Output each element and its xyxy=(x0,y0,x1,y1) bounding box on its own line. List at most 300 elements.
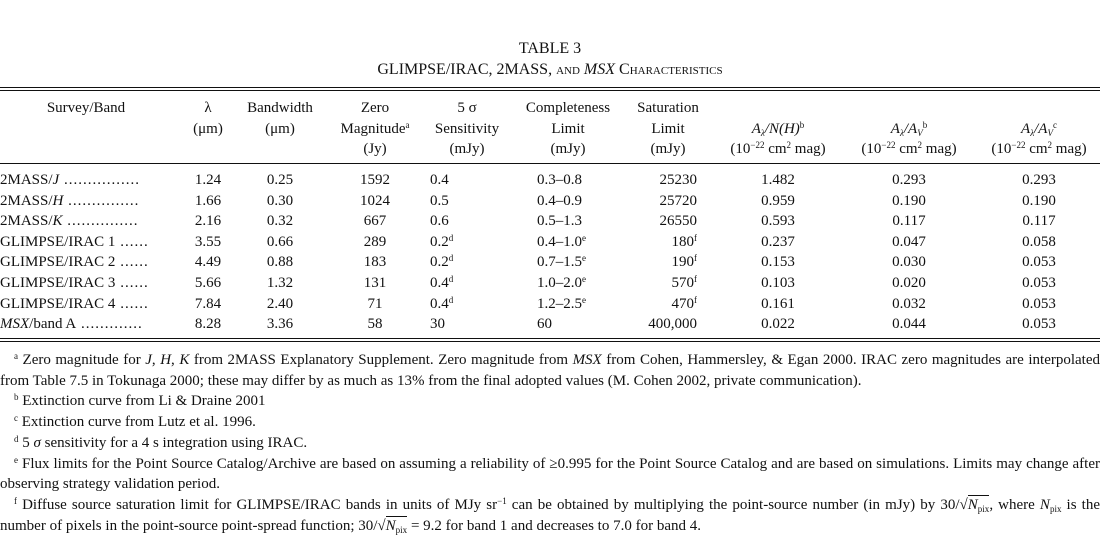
cell-value: 0.5–1.3 xyxy=(537,213,582,230)
table-title xyxy=(0,61,1100,79)
header-text: A xyxy=(751,120,761,137)
leader-dots: ...... xyxy=(115,295,149,312)
cell-value: 0.032 xyxy=(892,295,926,312)
cell-sensitivity xyxy=(430,314,445,334)
footnote-mark: d xyxy=(14,433,19,444)
cell-value: 0.044 xyxy=(892,316,926,333)
cell-survey-band xyxy=(0,211,139,231)
leader-dots: ................ xyxy=(59,172,140,188)
cell-survey-band xyxy=(0,294,149,314)
note-text: , where xyxy=(989,496,1040,513)
cell-zero-magnitude xyxy=(368,314,383,334)
cell-ext-av-b xyxy=(892,170,926,190)
note-text: −1 xyxy=(497,495,507,506)
band-text: GLIMPSE/IRAC 3 xyxy=(0,275,116,291)
footnote-mark: a xyxy=(14,351,18,361)
note-text: , xyxy=(171,352,180,368)
header-line xyxy=(730,139,825,160)
header-line: Survey/Band xyxy=(46,100,126,116)
cell-value: 1.66 xyxy=(194,192,222,209)
cell-value: 0.293 xyxy=(1022,172,1056,188)
note-d xyxy=(0,433,1100,454)
header-text: /A xyxy=(1034,120,1048,137)
header-text: λ xyxy=(760,127,765,138)
cell-value: 0.020 xyxy=(892,275,926,291)
footnote-mark: b xyxy=(799,119,805,130)
cell-ext-av-b xyxy=(892,273,926,293)
note-text: N xyxy=(385,517,396,534)
top-rule xyxy=(0,87,1100,88)
cell-value: 289 xyxy=(363,233,387,250)
cell-value: 1.2–2.5 xyxy=(537,295,582,312)
cell-ext-nh xyxy=(761,170,795,190)
cell-value: 25230 xyxy=(659,172,697,188)
title-part-characteristics: Characteristics xyxy=(619,61,723,78)
cell-completeness xyxy=(537,314,552,334)
cell-saturation xyxy=(660,211,698,231)
note-text: can be obtained by multiplying the point-source number (in mJy) by 30/√ xyxy=(506,496,968,513)
band-italic: MSX xyxy=(0,316,30,333)
cell-value: 0.6 xyxy=(430,213,449,230)
cell-bandwidth xyxy=(267,211,293,231)
header-text: −22 xyxy=(750,140,765,150)
cell-value: 180 xyxy=(671,233,694,250)
leader-dots: ...... xyxy=(115,275,149,291)
cell-ext-av-b xyxy=(892,294,926,314)
cell-value: 0.2 xyxy=(430,254,449,271)
header-line xyxy=(730,119,825,140)
cell-value: 25720 xyxy=(659,192,697,209)
cell-value: 60 xyxy=(537,316,552,333)
cell-value: 0.190 xyxy=(1022,192,1056,209)
header-line: Limit xyxy=(651,120,685,137)
title-part: GLIMPSE/IRAC, 2MASS, xyxy=(377,61,557,78)
band-text: 2MASS/ xyxy=(0,213,53,230)
cell-value: 0.237 xyxy=(761,233,795,250)
cell-value: 570 xyxy=(671,275,694,291)
cell-completeness xyxy=(537,191,582,211)
note-text: Extinction curve from Lutz et al. 1996. xyxy=(18,414,256,431)
cell-lambda xyxy=(195,232,221,252)
header-line xyxy=(730,98,825,119)
cell-ext-av-b xyxy=(892,314,926,334)
note-text: Flux limits for the Point Source Catalog/Archive are based on assuming a reliability of ≥0.995 for the Point Source Catalog and are based on simulations. Limits may change after observing strategy validation period. xyxy=(0,455,1100,493)
cell-value: 1.24 xyxy=(194,172,222,188)
cell-value: 0.022 xyxy=(761,316,795,333)
cell-value: 1592 xyxy=(360,172,390,188)
cell-ext-nh xyxy=(761,191,795,211)
bottom-rule-double xyxy=(0,341,1100,342)
cell-zero-magnitude xyxy=(368,294,383,314)
sqrt-overline xyxy=(968,495,990,513)
cell-value: 1.32 xyxy=(266,275,294,291)
header-text: λ xyxy=(899,127,904,138)
header-text: 2 xyxy=(917,140,923,150)
note-text: from 2MASS Explanatory Supplement. Zero magnitude from xyxy=(189,352,573,368)
header-line xyxy=(861,139,956,160)
note-text: pix xyxy=(1049,503,1062,514)
cell-value: 0.293 xyxy=(892,172,926,188)
footnote-mark: f xyxy=(14,495,17,506)
note-a xyxy=(0,350,1100,391)
cell-value: 0.30 xyxy=(266,192,294,209)
note-text: is the number of pixels in the point-source point-spread function; 30/√ xyxy=(0,496,1100,534)
header-line xyxy=(341,119,410,140)
cell-value: 0.053 xyxy=(1022,295,1056,312)
header-text: cm xyxy=(764,141,787,157)
cell-zero-magnitude xyxy=(360,170,390,190)
cell-sensitivity xyxy=(430,211,449,231)
cell-completeness xyxy=(537,170,582,190)
header-text: mag) xyxy=(922,141,957,157)
cell-ext-nh xyxy=(761,252,795,272)
footnote-mark: d xyxy=(448,253,454,264)
header-line xyxy=(991,119,1086,140)
cell-survey-band xyxy=(0,191,139,211)
cell-bandwidth xyxy=(267,252,293,272)
cell-value: 0.058 xyxy=(1022,233,1056,250)
note-text: H xyxy=(160,352,172,368)
cell-value: 0.7–1.5 xyxy=(537,254,582,271)
header-line: (mJy) xyxy=(449,141,485,157)
cell-ext-av-c xyxy=(1022,191,1056,211)
cell-value: 400,000 xyxy=(648,316,697,333)
header-lambda xyxy=(193,98,223,139)
cell-sensitivity xyxy=(430,252,453,272)
footnote-mark: c xyxy=(1052,119,1057,130)
table-notes xyxy=(0,350,1100,536)
note-text: N xyxy=(1039,496,1050,513)
note-text: sensitivity for a 4 s integration using IRAC. xyxy=(40,434,308,451)
footnote-mark: b xyxy=(922,119,928,130)
cell-bandwidth xyxy=(267,273,293,293)
cell-saturation xyxy=(672,252,698,272)
header-text: 2 xyxy=(1047,140,1053,150)
footnote-mark: e xyxy=(582,274,586,284)
cell-value: 0.66 xyxy=(266,233,294,250)
header-line: Bandwidth xyxy=(247,100,313,116)
note-text: Zero magnitude for xyxy=(18,352,146,368)
header-line xyxy=(991,139,1086,160)
cell-value: 0.030 xyxy=(892,254,926,271)
cell-lambda xyxy=(195,191,221,211)
cell-value: 667 xyxy=(363,213,387,230)
footnote-mark: d xyxy=(448,274,454,284)
footnote-mark: e xyxy=(14,454,18,465)
header-line: Limit xyxy=(551,120,585,137)
note-b xyxy=(0,391,1100,412)
header-line xyxy=(435,98,499,119)
header-line xyxy=(991,98,1086,119)
header-extinction-av-c xyxy=(991,98,1086,160)
cell-bandwidth xyxy=(267,294,293,314)
cell-ext-av-b xyxy=(892,211,925,231)
cell-value: 470 xyxy=(671,295,694,312)
cell-value: 0.161 xyxy=(761,295,795,312)
cell-saturation xyxy=(672,273,698,293)
cell-value: 0.153 xyxy=(761,254,795,271)
bottom-rule xyxy=(0,338,1100,339)
header-text: −22 xyxy=(881,140,896,150)
header-line: Sensitivity xyxy=(434,120,500,137)
header-text: cm xyxy=(895,141,918,157)
cell-saturation xyxy=(660,191,698,211)
band-text: /band A xyxy=(29,316,77,333)
header-extinction-nh xyxy=(730,98,825,160)
cell-value: 0.053 xyxy=(1022,316,1056,333)
header-line: (mJy) xyxy=(650,141,686,157)
cell-value: 0.959 xyxy=(761,192,795,209)
cell-bandwidth xyxy=(267,232,293,252)
footnote-mark: e xyxy=(582,294,586,305)
note-text: N xyxy=(967,496,978,513)
footnote-mark: f xyxy=(694,274,697,284)
header-text: (10 xyxy=(730,141,751,157)
cell-lambda xyxy=(195,273,221,293)
cell-ext-av-c xyxy=(1022,294,1056,314)
cell-value: 131 xyxy=(363,275,387,291)
cell-value: 0.593 xyxy=(761,213,795,230)
cell-value: 0.053 xyxy=(1022,254,1056,271)
cell-value: 0.190 xyxy=(892,192,926,209)
cell-lambda xyxy=(195,211,221,231)
cell-value: 0.047 xyxy=(892,233,926,250)
header-text: cm xyxy=(1025,141,1048,157)
cell-sensitivity xyxy=(430,232,453,252)
cell-completeness xyxy=(537,232,586,252)
cell-saturation xyxy=(672,294,698,314)
cell-value: 0.88 xyxy=(266,254,294,271)
header-text: mag) xyxy=(1052,141,1087,157)
band-text: 2MASS/ xyxy=(0,172,53,188)
cell-ext-av-c xyxy=(1022,211,1055,231)
footnote-mark: a xyxy=(405,119,410,130)
note-text: = 9.2 for band 1 and decreases to 7.0 for band 4. xyxy=(407,517,701,534)
header-text: (10 xyxy=(991,141,1012,157)
header-text: 2 xyxy=(786,140,792,150)
header-extinction-av-b xyxy=(861,98,956,160)
header-line xyxy=(861,98,956,119)
cell-value: 0.5 xyxy=(430,192,449,209)
footnote-mark: d xyxy=(448,232,454,243)
cell-value: 2.40 xyxy=(266,295,294,312)
note-text: MSX xyxy=(572,352,602,368)
cell-value: 0.117 xyxy=(892,213,926,230)
cell-ext-av-c xyxy=(1022,252,1056,272)
header-line: (μm) xyxy=(193,120,223,137)
cell-value: 0.053 xyxy=(1022,275,1056,291)
cell-survey-band xyxy=(0,170,140,190)
cell-value: 0.103 xyxy=(761,275,795,291)
cell-ext-av-b xyxy=(892,252,926,272)
cell-ext-nh xyxy=(761,232,795,252)
note-text: σ xyxy=(33,434,41,451)
cell-value: 0.4 xyxy=(430,295,449,312)
footnote-mark: f xyxy=(694,294,697,305)
cell-completeness xyxy=(537,294,586,314)
cell-value: 3.36 xyxy=(266,316,294,333)
header-line xyxy=(861,119,956,140)
cell-value: 0.32 xyxy=(266,213,294,230)
cell-value: 0.4 xyxy=(430,172,449,188)
header-line: λ xyxy=(204,100,212,116)
note-text: from Cohen, Hammersley, & Egan 2000. IRAC zero magnitudes are interpolated from Table 7.5 in Tokunaga 2000; these may differ by as much as 13% from the final adopted values (M. Cohen 2002, private communication). xyxy=(0,352,1100,389)
cell-value: 3.55 xyxy=(194,233,222,250)
cell-value: 26550 xyxy=(659,213,697,230)
cell-sensitivity xyxy=(430,273,453,293)
band-text: GLIMPSE/IRAC 1 xyxy=(0,233,116,250)
footnote-mark: e xyxy=(582,232,586,243)
cell-zero-magnitude xyxy=(364,232,387,252)
header-text: 5 σ xyxy=(457,100,477,116)
cell-completeness xyxy=(537,252,586,272)
header-text: (10 xyxy=(861,141,882,157)
header-text: Magnitude xyxy=(340,120,406,137)
cell-value: 8.28 xyxy=(194,316,222,333)
note-f xyxy=(0,495,1100,536)
cell-ext-nh xyxy=(761,314,795,334)
cell-completeness xyxy=(537,273,586,293)
cell-saturation xyxy=(672,232,698,252)
header-text: −22 xyxy=(1011,140,1026,150)
cell-value: 0.4–0.9 xyxy=(537,192,582,209)
header-saturation xyxy=(637,98,699,160)
note-c xyxy=(0,412,1100,433)
cell-ext-av-c xyxy=(1022,170,1056,190)
note-text: K xyxy=(179,352,190,368)
top-rule-double xyxy=(0,90,1100,91)
cell-value: 4.49 xyxy=(194,254,222,271)
cell-ext-av-c xyxy=(1022,232,1056,252)
cell-value: 183 xyxy=(363,254,387,271)
cell-lambda xyxy=(195,252,221,272)
footnote-mark: f xyxy=(694,253,697,264)
header-text: V xyxy=(1047,127,1053,138)
header-text: λ xyxy=(1030,127,1035,138)
note-e xyxy=(0,454,1100,495)
cell-value: 1.482 xyxy=(761,172,795,188)
note-text: Extinction curve from Li & Draine 2001 xyxy=(18,393,266,410)
band-italic: K xyxy=(52,213,63,230)
header-completeness xyxy=(526,98,610,160)
cell-value: 0.117 xyxy=(1022,213,1056,230)
cell-saturation xyxy=(660,170,698,190)
leader-dots: ............... xyxy=(63,192,140,209)
cell-value: 5.66 xyxy=(194,275,222,291)
cell-survey-band xyxy=(0,314,143,334)
header-text: V xyxy=(917,127,923,138)
cell-zero-magnitude xyxy=(364,273,387,293)
leader-dots: ............... xyxy=(62,213,139,230)
header-zero-magnitude xyxy=(341,98,410,160)
cell-bandwidth xyxy=(267,170,293,190)
band-italic: H xyxy=(52,192,64,209)
header-line: Zero xyxy=(360,100,390,116)
note-text: J xyxy=(145,352,152,368)
footnote-mark: d xyxy=(448,294,454,305)
cell-value: 190 xyxy=(671,254,694,271)
header-rule xyxy=(0,163,1100,164)
cell-ext-av-c xyxy=(1022,273,1056,293)
header-line: Completeness xyxy=(525,100,611,116)
cell-value: 2.16 xyxy=(194,213,222,230)
header-line: (mJy) xyxy=(550,141,586,157)
leader-dots: ............. xyxy=(76,316,143,333)
header-text: /N(H) xyxy=(764,120,800,137)
header-survey xyxy=(47,98,125,119)
cell-value: 0.4–1.0 xyxy=(537,233,582,250)
cell-value: 30 xyxy=(430,316,445,333)
leader-dots: ...... xyxy=(115,233,149,250)
cell-ext-av-b xyxy=(892,191,926,211)
cell-value: 0.25 xyxy=(266,172,294,188)
cell-survey-band xyxy=(0,232,149,252)
cell-ext-nh xyxy=(761,273,795,293)
header-line: (Jy) xyxy=(363,141,387,157)
cell-value: 7.84 xyxy=(194,295,222,312)
note-text: pix xyxy=(977,503,990,514)
cell-zero-magnitude xyxy=(364,252,387,272)
cell-ext-av-b xyxy=(892,232,926,252)
header-text: A xyxy=(890,120,900,137)
footnote-mark: b xyxy=(14,392,19,403)
cell-value: 0.4 xyxy=(430,275,449,291)
cell-sensitivity xyxy=(430,294,453,314)
table-number: TABLE 3 xyxy=(518,40,582,57)
cell-survey-band xyxy=(0,273,149,293)
header-bandwidth xyxy=(247,98,313,139)
cell-survey-band xyxy=(0,252,149,272)
cell-completeness xyxy=(537,211,582,231)
cell-lambda xyxy=(195,170,221,190)
footnote-mark: c xyxy=(14,413,18,424)
band-text: GLIMPSE/IRAC 4 xyxy=(0,295,116,312)
cell-lambda xyxy=(195,294,221,314)
cell-zero-magnitude xyxy=(364,211,387,231)
cell-value: 58 xyxy=(367,316,383,333)
header-line: Saturation xyxy=(637,100,699,116)
sqrt-overline xyxy=(386,516,408,534)
cell-value: 1.0–2.0 xyxy=(537,275,582,291)
header-text: mag) xyxy=(791,141,826,157)
cell-ext-nh xyxy=(761,211,795,231)
header-sensitivity xyxy=(435,98,499,160)
cell-value: 1024 xyxy=(360,192,390,209)
cell-lambda xyxy=(195,314,221,334)
header-text: A xyxy=(1021,120,1031,137)
band-text: GLIMPSE/IRAC 2 xyxy=(0,254,116,271)
cell-saturation xyxy=(648,314,697,334)
cell-sensitivity xyxy=(430,191,449,211)
band-italic: J xyxy=(52,172,60,188)
leader-dots: ...... xyxy=(115,254,149,271)
band-text: 2MASS/ xyxy=(0,192,53,209)
cell-sensitivity xyxy=(430,170,449,190)
cell-ext-av-c xyxy=(1022,314,1056,334)
footnote-mark: e xyxy=(582,253,586,264)
cell-zero-magnitude xyxy=(360,191,390,211)
note-text: , xyxy=(151,352,161,368)
cell-value: 0.2 xyxy=(430,233,449,250)
cell-value: 71 xyxy=(367,295,383,312)
cell-ext-nh xyxy=(761,294,795,314)
cell-bandwidth xyxy=(267,191,293,211)
note-text: pix xyxy=(395,524,408,535)
note-text: Diffuse source saturation limit for GLIMPSE/IRAC bands in units of MJy sr xyxy=(17,496,498,513)
cell-bandwidth xyxy=(267,314,293,334)
header-text: /A xyxy=(903,120,918,137)
title-part-and: and xyxy=(556,61,580,78)
